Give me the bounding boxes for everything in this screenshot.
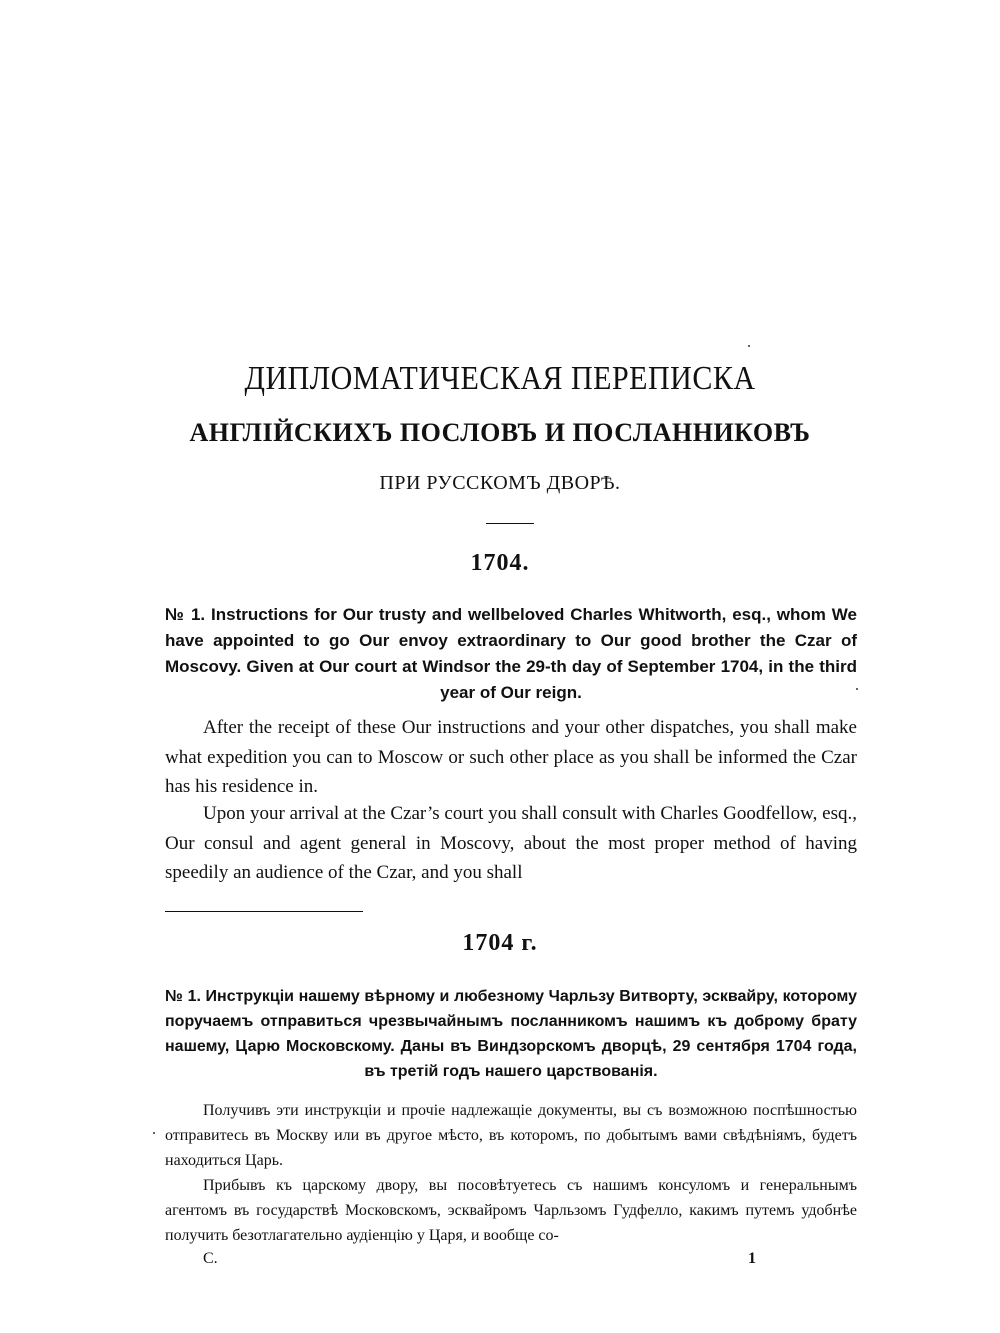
paragraph-russian-2 <box>165 1173 857 1248</box>
paragraph-english-1 <box>165 713 857 802</box>
document-heading-english: № 1. Instructions for Our trusty and wellbeloved Charles Whitworth, esq., whom We have appointed to go Our envoy extraordinary to Our good brother the Czar of Moscovy. Given at Our court at Windsor the 29-th day of September 1704, in the third year of Our reign. <box>165 605 857 702</box>
section-divider <box>165 911 363 912</box>
print-speck <box>856 688 858 690</box>
subtitle: АНГЛІЙСКИХЪ ПОСЛОВЪ И ПОСЛАННИКОВЪ <box>189 418 811 447</box>
paragraph-english-2 <box>165 799 857 888</box>
paragraph-russian-1 <box>165 1098 857 1173</box>
paragraph-english-2-text: Upon your arrival at the Czar’s court you shall consult with Charles Goodfellow, esq., Our consul and agent general in Moscovy, about the most proper method of having speedily an audience of the Czar, and you shall <box>165 803 857 883</box>
signature-letter: С. <box>203 1250 218 1267</box>
print-speck <box>748 345 750 347</box>
paragraph-russian-2-text: Прибывъ къ царскому двору, вы посовѣтуетесь съ нашимъ консуломъ и генеральнымъ агентомъ въ государствѣ Московскомъ, эсквайромъ Чарльзомъ Гудфелло, какимъ путемъ удобнѣе получить безотлагательно аудіенцію у Царя, и вообще со- <box>165 1177 857 1244</box>
print-speck <box>153 1132 155 1134</box>
document-heading-russian: № 1. Инструкціи нашему вѣрному и любезному Чарльзу Витворту, эсквайру, которому поручаемъ отправиться чрезвычайнымъ посланникомъ нашимъ къ доброму брату нашему, Царю Московскому. Даны въ Виндзорскомъ дворцѣ, 29 сентября 1704 года, въ третій годъ нашего царствованія. <box>165 988 857 1080</box>
signature-number: 1 <box>748 1250 756 1267</box>
main-title: ДИПЛОМАТИЧЕСКАЯ ПЕРЕПИСКА <box>244 359 756 397</box>
subtitle-court: ПРИ РУССКОМЪ ДВОРѢ. <box>379 472 621 494</box>
title-divider <box>486 523 534 524</box>
paragraph-english-1-text: After the receipt of these Our instructions and your other dispatches, you shall make what expedition you can to Moscow or such other place as you shall be informed the Czar has his residence in. <box>165 717 857 797</box>
year-heading-english: 1704. <box>470 550 530 576</box>
paragraph-russian-1-text: Получивъ эти инструкціи и прочіе надлежащіе документы, вы съ возможною поспѣшностью отправитесь въ Москву или въ другое мѣсто, въ которомъ, по добытымъ вами свѣдѣніямъ, будетъ находиться Царь. <box>165 1102 857 1169</box>
year-heading-russian: 1704 г. <box>462 930 538 956</box>
